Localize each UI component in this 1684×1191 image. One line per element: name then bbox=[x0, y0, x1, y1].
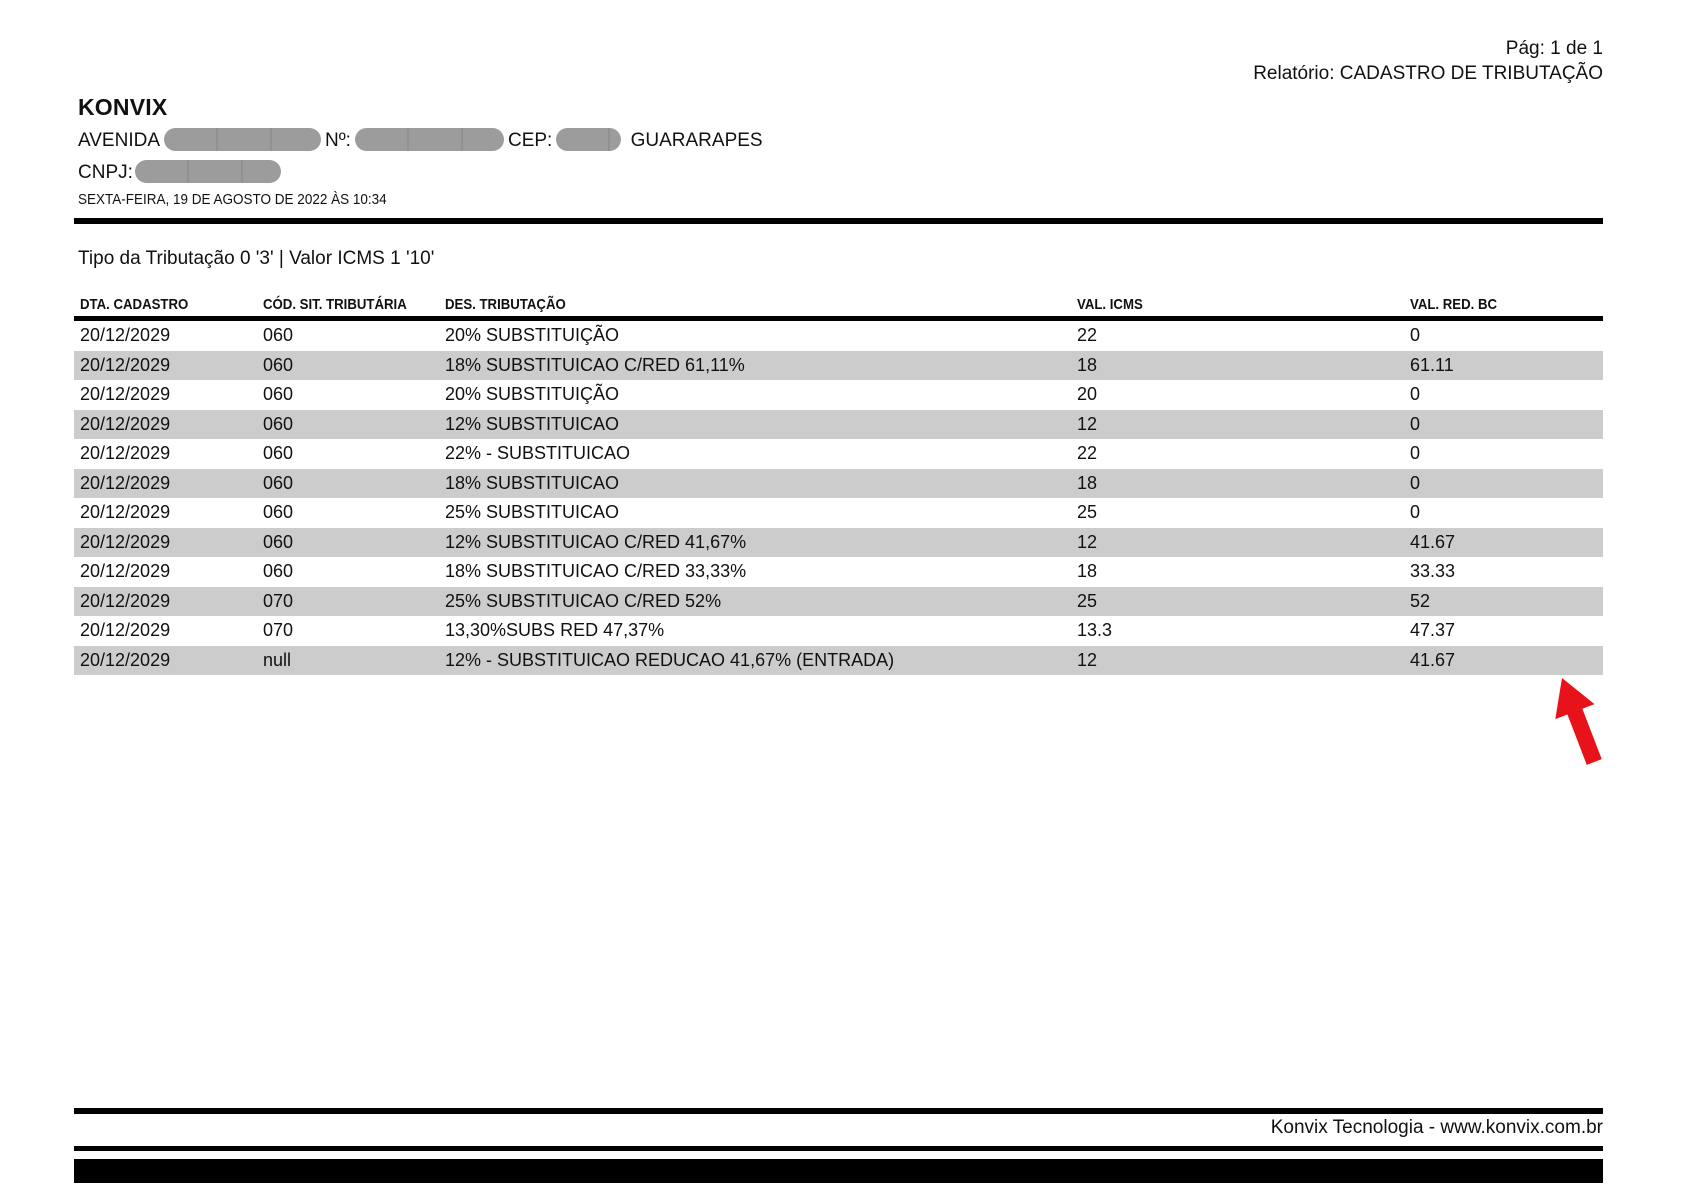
company-cnpj-line bbox=[78, 160, 285, 184]
table-cell: 20/12/2029 bbox=[80, 531, 171, 552]
table-cell: 12 bbox=[1077, 531, 1098, 552]
table-cell: 0 bbox=[1410, 502, 1421, 523]
table-row bbox=[74, 498, 1603, 528]
table-body bbox=[74, 321, 1603, 675]
page-count: Pág: 1 de 1 bbox=[1505, 38, 1603, 59]
table-row bbox=[74, 380, 1603, 410]
table-cell: 0 bbox=[1410, 472, 1421, 493]
company-address-line bbox=[78, 128, 763, 152]
report-title: Relatório: CADASTRO DE TRIBUTAÇÃO bbox=[1253, 63, 1603, 84]
column-header-label: DTA. CADASTRO bbox=[80, 296, 189, 313]
column-header-label: VAL. RED. BC bbox=[1410, 296, 1498, 313]
cnpj-label: CNPJ: bbox=[78, 162, 133, 183]
table-row bbox=[74, 410, 1603, 440]
number-label: Nº: bbox=[325, 130, 351, 151]
table-cell: 22 bbox=[1077, 325, 1098, 346]
table-cell: 41.67 bbox=[1410, 649, 1456, 670]
company-name: KONVIX bbox=[78, 94, 168, 120]
table-cell: 18 bbox=[1077, 472, 1098, 493]
table-row bbox=[74, 528, 1603, 558]
table-header-row bbox=[74, 296, 1603, 313]
redacted-street bbox=[164, 128, 321, 151]
table-cell: 20/12/2029 bbox=[80, 590, 171, 611]
table-row bbox=[74, 616, 1603, 646]
column-header bbox=[74, 296, 263, 313]
table-cell: 060 bbox=[263, 443, 294, 464]
table-cell: 22% - SUBSTITUICAO bbox=[445, 443, 631, 464]
column-header bbox=[1077, 296, 1410, 313]
table-cell: 060 bbox=[263, 384, 294, 405]
table-cell: 22 bbox=[1077, 443, 1098, 464]
table-cell: 20/12/2029 bbox=[80, 502, 171, 523]
table-cell: 47.37 bbox=[1410, 620, 1456, 641]
table-cell: 060 bbox=[263, 325, 294, 346]
header-divider bbox=[74, 218, 1603, 224]
table-cell: 52 bbox=[1410, 590, 1431, 611]
table-cell: 25 bbox=[1077, 502, 1098, 523]
table-cell: 070 bbox=[263, 590, 294, 611]
table-cell: 0 bbox=[1410, 384, 1421, 405]
table-cell: null bbox=[263, 649, 292, 670]
red-arrow-annotation bbox=[1500, 625, 1630, 785]
column-header bbox=[1410, 296, 1603, 313]
table-cell: 060 bbox=[263, 413, 294, 434]
red-arrow-icon bbox=[1542, 670, 1613, 769]
table-cell: 060 bbox=[263, 354, 294, 375]
table-cell: 41.67 bbox=[1410, 531, 1456, 552]
table-row bbox=[74, 351, 1603, 381]
redacted-cnpj bbox=[135, 160, 281, 183]
table-row bbox=[74, 439, 1603, 469]
footer-divider-bottom bbox=[74, 1146, 1603, 1151]
table-cell: 0 bbox=[1410, 325, 1421, 346]
table-row bbox=[74, 321, 1603, 351]
table-cell: 20/12/2029 bbox=[80, 384, 171, 405]
table-row bbox=[74, 587, 1603, 617]
table-row bbox=[74, 557, 1603, 587]
table-cell: 12% SUBSTITUICAO bbox=[445, 413, 620, 434]
column-header-label: VAL. ICMS bbox=[1077, 296, 1143, 313]
table-cell: 20/12/2029 bbox=[80, 620, 171, 641]
table-cell: 20% SUBSTITUIÇÃO bbox=[445, 384, 620, 405]
column-header bbox=[445, 296, 1077, 313]
table-cell: 25% SUBSTITUICAO bbox=[445, 502, 620, 523]
table-cell: 060 bbox=[263, 472, 294, 493]
table-cell: 060 bbox=[263, 531, 294, 552]
section-title: Tipo da Tributação 0 '3' | Valor ICMS 1 '10' bbox=[78, 248, 435, 269]
footer-text: Konvix Tecnologia - www.konvix.com.br bbox=[1270, 1117, 1603, 1138]
table-cell: 20/12/2029 bbox=[80, 354, 171, 375]
table-cell: 060 bbox=[263, 502, 294, 523]
table-cell: 20% SUBSTITUIÇÃO bbox=[445, 325, 620, 346]
table-cell: 18% SUBSTITUICAO C/RED 61,11% bbox=[445, 354, 745, 375]
city-label: GUARARAPES bbox=[630, 130, 763, 151]
table-cell: 070 bbox=[263, 620, 294, 641]
table-row bbox=[74, 469, 1603, 499]
table-cell: 25 bbox=[1077, 590, 1098, 611]
redacted-cep bbox=[556, 128, 621, 151]
column-header-label: DES. TRIBUTAÇÃO bbox=[445, 296, 566, 313]
table-cell: 0 bbox=[1410, 443, 1421, 464]
table-cell: 20/12/2029 bbox=[80, 472, 171, 493]
footer-divider-top bbox=[74, 1108, 1603, 1114]
table-cell: 20/12/2029 bbox=[80, 325, 171, 346]
column-header-label: CÓD. SIT. TRIBUTÁRIA bbox=[263, 296, 407, 313]
table-cell: 12% - SUBSTITUICAO REDUCAO 41,67% (ENTRADA) bbox=[445, 649, 895, 670]
table-cell: 13.3 bbox=[1077, 620, 1113, 641]
table-cell: 20/12/2029 bbox=[80, 561, 171, 582]
redacted-number bbox=[355, 128, 504, 151]
report-header bbox=[1253, 36, 1603, 86]
table-cell: 18% SUBSTITUICAO C/RED 33,33% bbox=[445, 561, 747, 582]
table-cell: 25% SUBSTITUICAO C/RED 52% bbox=[445, 590, 722, 611]
table-cell: 0 bbox=[1410, 413, 1421, 434]
address-prefix: AVENIDA bbox=[78, 130, 161, 151]
table-cell: 20/12/2029 bbox=[80, 413, 171, 434]
report-datetime: SEXTA-FEIRA, 19 DE AGOSTO DE 2022 ÀS 10:34 bbox=[78, 191, 387, 208]
table-cell: 18 bbox=[1077, 354, 1098, 375]
table-cell: 20/12/2029 bbox=[80, 443, 171, 464]
table-cell: 20 bbox=[1077, 384, 1098, 405]
table-cell: 18% SUBSTITUICAO bbox=[445, 472, 620, 493]
table-cell: 12 bbox=[1077, 649, 1098, 670]
table-row bbox=[74, 646, 1603, 676]
cep-label: CEP: bbox=[507, 130, 553, 151]
table-cell: 61.11 bbox=[1410, 354, 1454, 375]
table-cell: 18 bbox=[1077, 561, 1098, 582]
table-cell: 12% SUBSTITUICAO C/RED 41,67% bbox=[445, 531, 747, 552]
table-cell: 20/12/2029 bbox=[80, 649, 171, 670]
footer-bottom-bar bbox=[74, 1159, 1603, 1183]
column-header bbox=[263, 296, 445, 313]
table-cell: 13,30%SUBS RED 47,37% bbox=[445, 620, 665, 641]
table-cell: 060 bbox=[263, 561, 294, 582]
table-cell: 12 bbox=[1077, 413, 1098, 434]
table-cell: 33.33 bbox=[1410, 561, 1456, 582]
